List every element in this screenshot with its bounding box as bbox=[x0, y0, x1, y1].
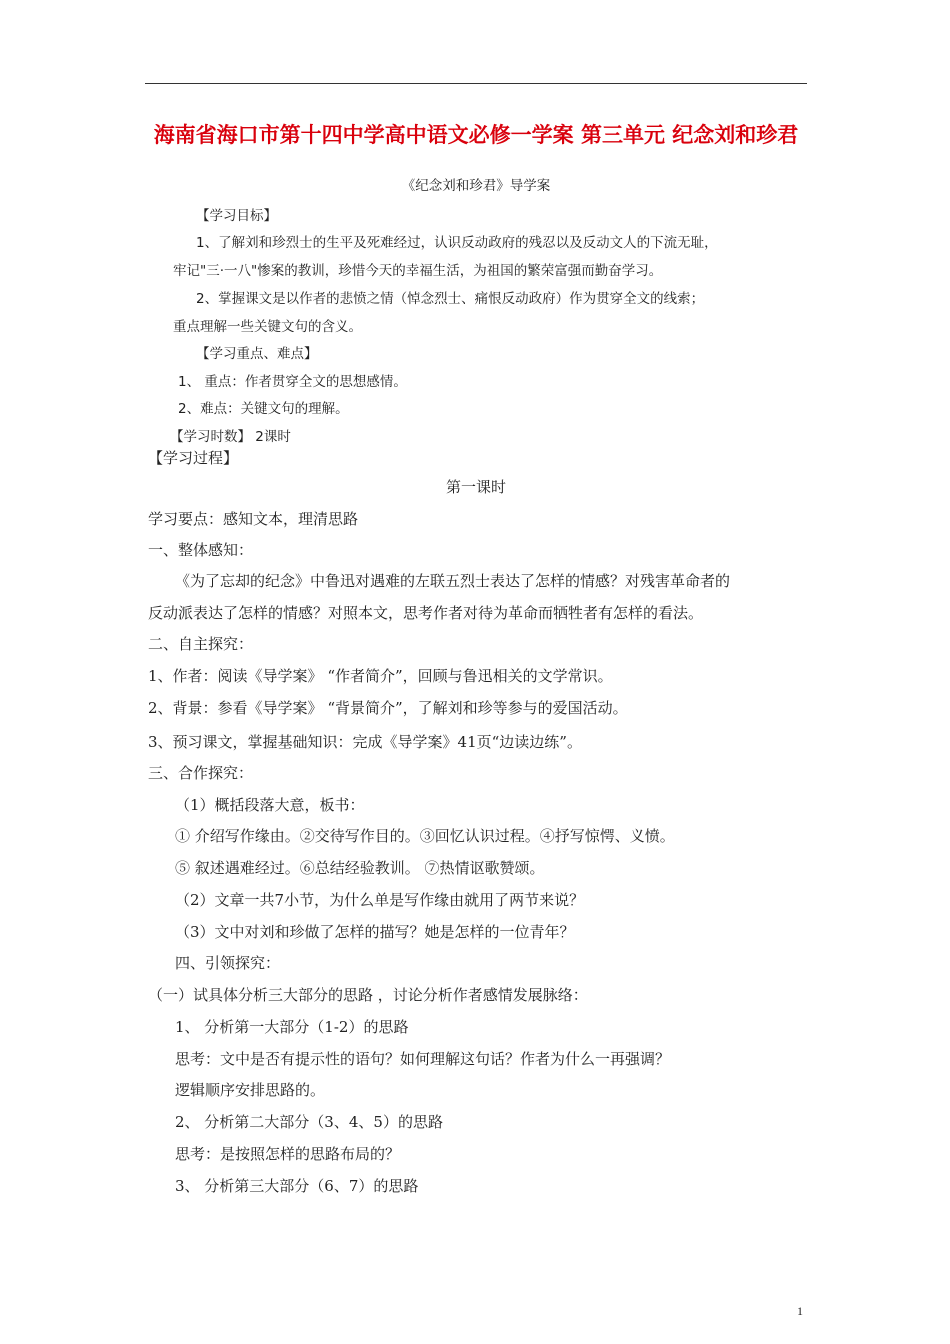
objective-line: 牢记"三·一八"惨案的教训，珍惜今天的幸福生活，为祖国的繁荣富强而勤奋学习。 bbox=[173, 263, 663, 279]
key-point-line: 2、难点：关键文句的理解。 bbox=[178, 401, 349, 417]
paragraph-line: 2、 分析第二大部分（3、4、5）的思路 bbox=[175, 1113, 443, 1131]
paragraph-line: 三、合作探究： bbox=[148, 764, 254, 782]
paragraph-line: 3、预习课文，掌握基础知识：完成《导学案》41页“边读边练”。 bbox=[148, 733, 582, 751]
section-heading-process: 【学习过程】 bbox=[148, 449, 239, 467]
header-rule bbox=[145, 83, 807, 84]
paragraph-line: （2）文章一共7小节，为什么单是写作缘由就用了两节来说？ bbox=[175, 891, 585, 909]
document-title: 海南省海口市第十四中学高中语文必修一学案 第三单元 纪念刘和珍君 bbox=[153, 123, 799, 147]
paragraph-line: 1、作者：阅读《导学案》 “作者简介”，回顾与鲁迅相关的文学常识。 bbox=[148, 667, 613, 685]
paragraph-line: 《为了忘却的纪念》中鲁迅对遇难的左联五烈士表达了怎样的情感？对残害革命者的 bbox=[175, 572, 731, 590]
paragraph-line: （一）试具体分析三大部分的思路 ，讨论分析作者感情发展脉络： bbox=[148, 986, 588, 1004]
paragraph-line: （3）文中对刘和珍做了怎样的描写？她是怎样的一位青年？ bbox=[175, 923, 575, 941]
paragraph-line: 四、引领探究： bbox=[175, 954, 281, 972]
paragraph-line: 逻辑顺序安排思路的。 bbox=[175, 1081, 326, 1099]
section-heading-objectives: 【学习目标】 bbox=[196, 208, 277, 224]
section-heading-hours: 【学习时数】 2课时 bbox=[170, 429, 291, 445]
paragraph-line: 3、 分析第三大部分（6、7）的思路 bbox=[175, 1177, 419, 1195]
objective-line: 2、掌握课文是以作者的悲愤之情（悼念烈士、痛恨反动政府）作为贯穿全文的线索； bbox=[196, 291, 705, 307]
paragraph-line: 二、自主探究： bbox=[148, 635, 254, 653]
paragraph-line: 2、背景：参看《导学案》 “背景简介”，了解刘和珍等参与的爱国活动。 bbox=[148, 699, 628, 717]
paragraph-line: ⑤ 叙述遇难经过。⑥总结经验教训。 ⑦热情讴歌赞颂。 bbox=[175, 859, 545, 877]
key-point-line: 1、 重点：作者贯穿全文的思想感情。 bbox=[178, 374, 407, 390]
paragraph-line: （1）概括段落大意，板书： bbox=[175, 796, 365, 814]
page-number: 1 bbox=[797, 1304, 803, 1318]
objective-line: 重点理解一些关键文句的含义。 bbox=[173, 319, 362, 335]
paragraph-line: 1、 分析第一大部分（1-2）的思路 bbox=[175, 1018, 409, 1036]
paragraph-line: 反动派表达了怎样的情感？对照本文，思考作者对待为革命而牺牲者有怎样的看法。 bbox=[148, 604, 704, 622]
lesson-heading: 第一课时 bbox=[445, 478, 506, 496]
paragraph-line: ① 介绍写作缘由。②交待写作目的。③回忆认识过程。④抒写惊愕、义愤。 bbox=[175, 827, 675, 845]
objective-line: 1、了解刘和珍烈士的生平及死难经过，认识反动政府的残忍以及反动文人的下流无耻， bbox=[196, 235, 718, 251]
document-subtitle: 《纪念刘和珍君》导学案 bbox=[401, 178, 551, 194]
paragraph-line: 思考：是按照怎样的思路布局的？ bbox=[175, 1145, 401, 1163]
paragraph-line: 一、整体感知： bbox=[148, 541, 254, 559]
paragraph-line: 思考：文中是否有提示性的语句？如何理解这句话？作者为什么一再强调？ bbox=[175, 1050, 671, 1068]
section-heading-key-points: 【学习重点、难点】 bbox=[196, 346, 318, 362]
paragraph-line: 学习要点：感知文本，理清思路 bbox=[148, 510, 359, 528]
